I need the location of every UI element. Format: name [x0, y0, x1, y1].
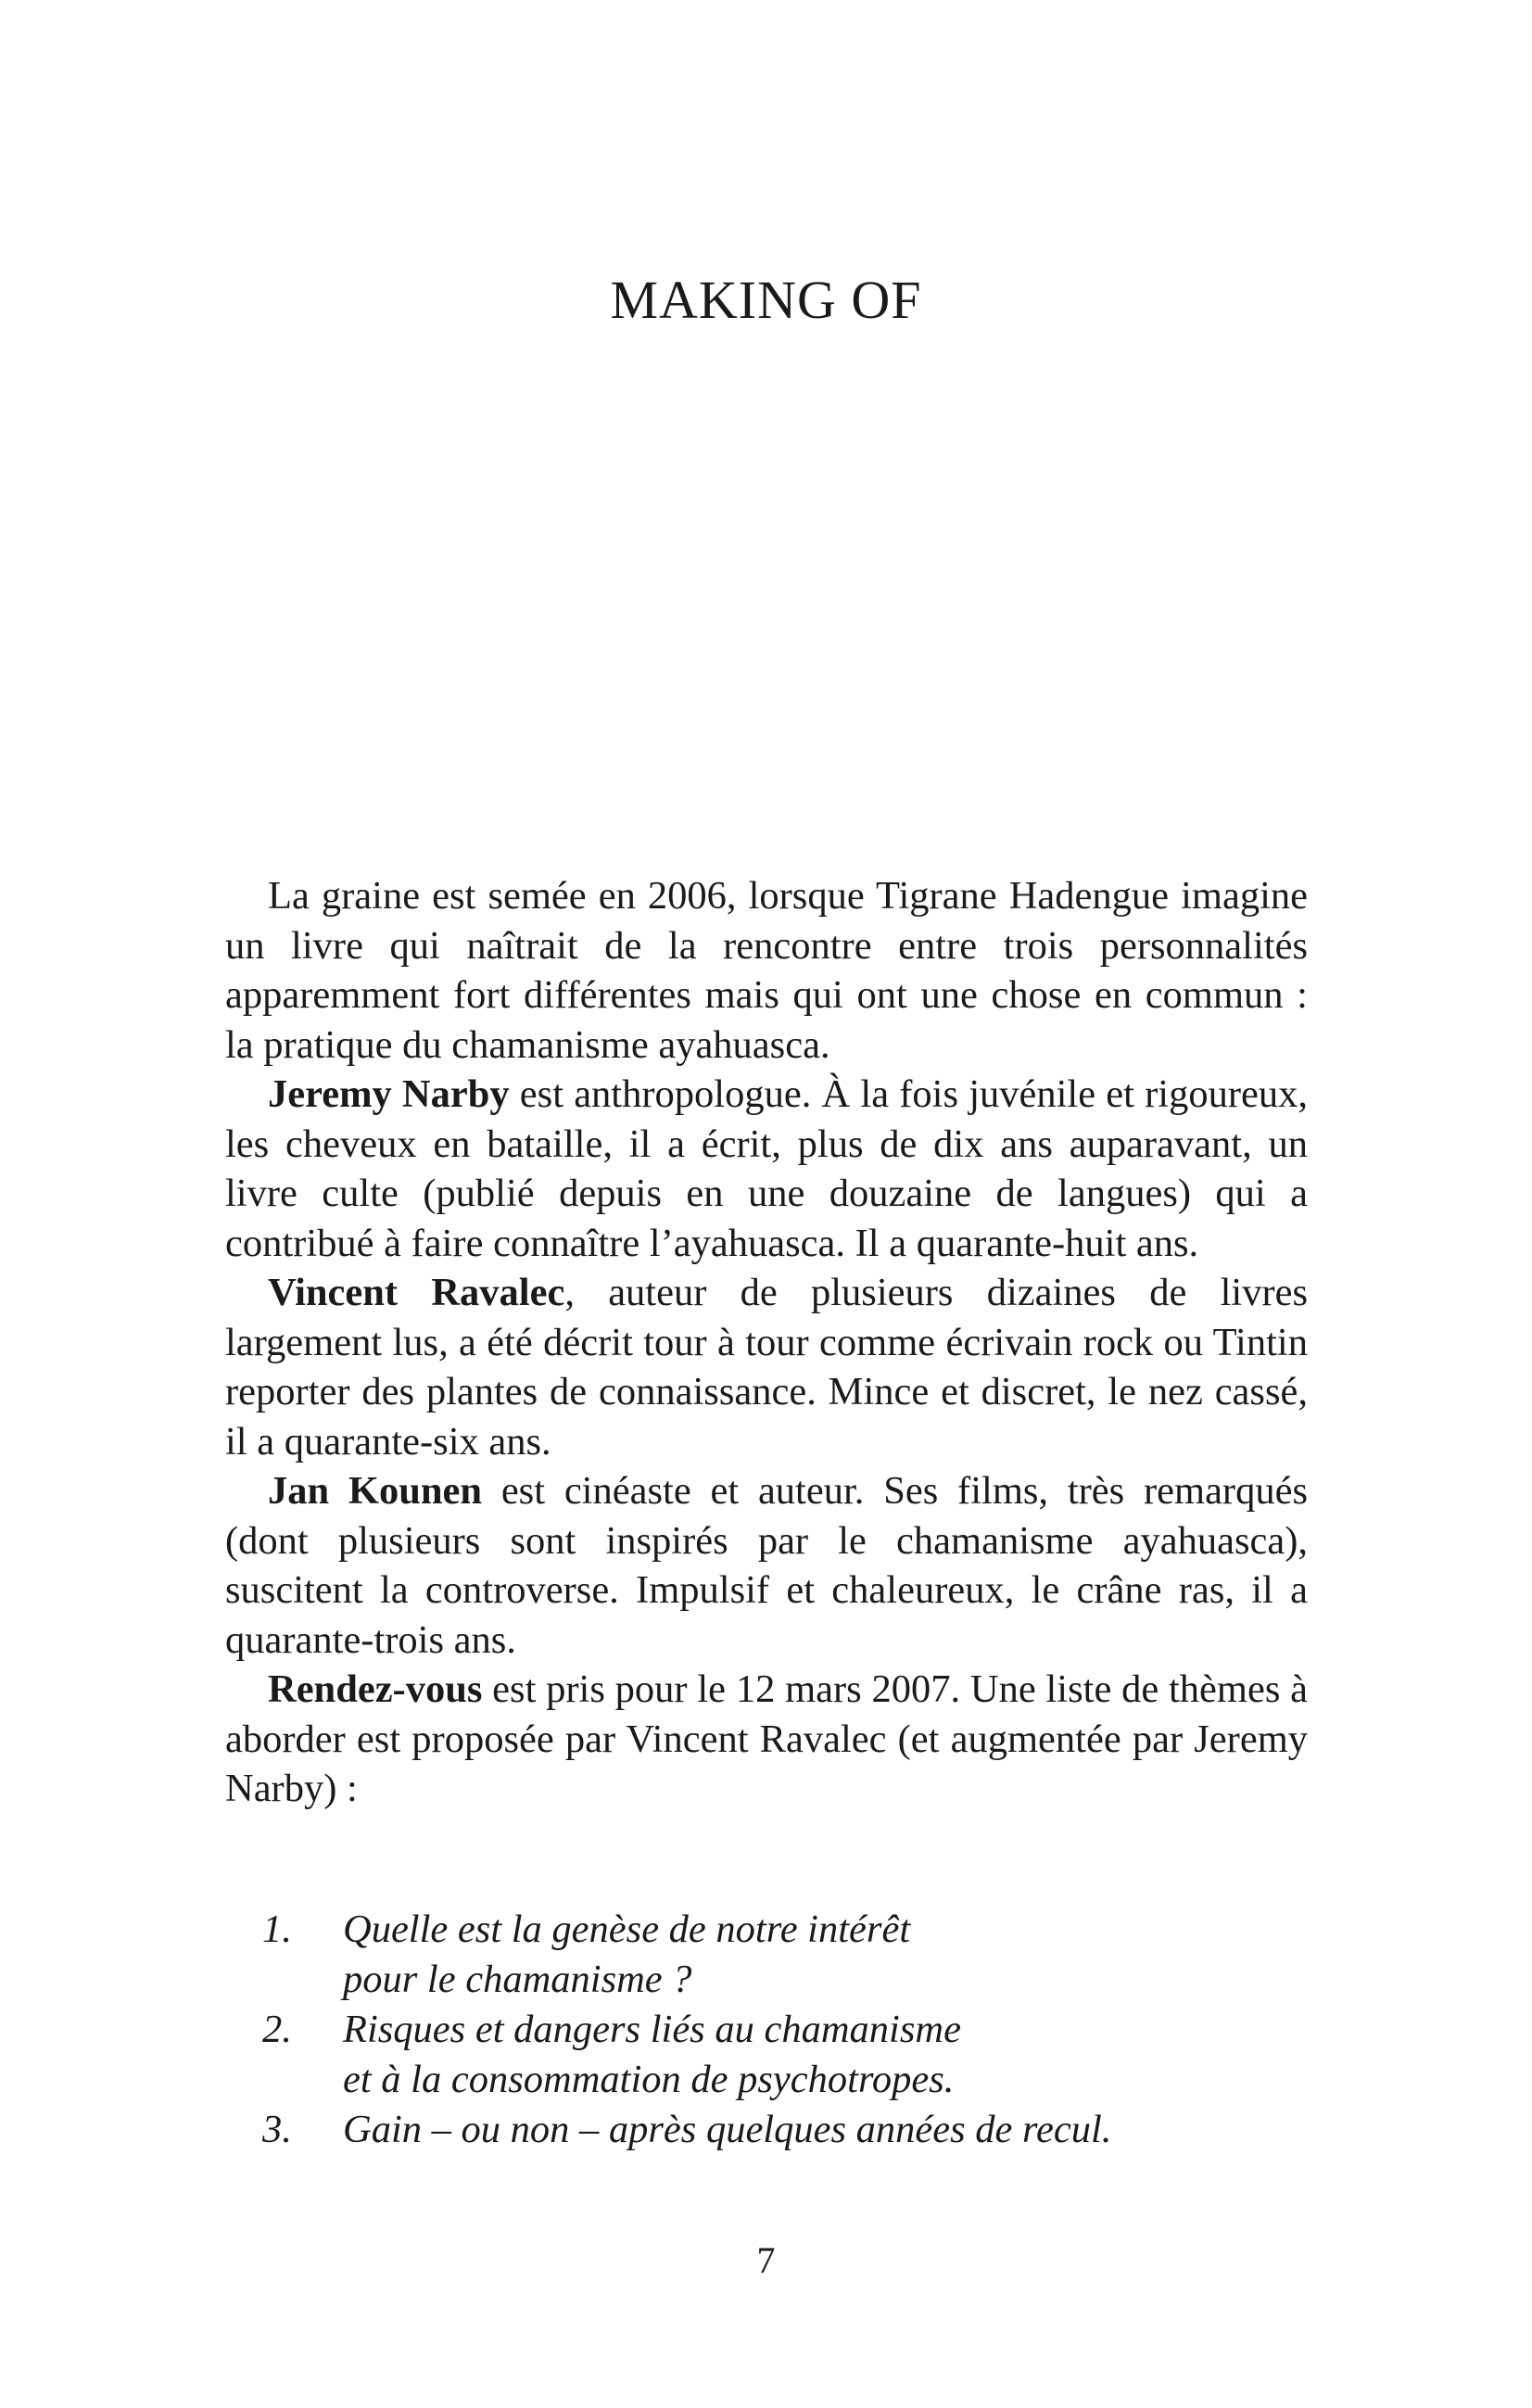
profile-paragraph-kounen [225, 1466, 1308, 1665]
theme-line: Quelle est la genèse de notre intérêt [343, 1907, 911, 1951]
profile-text: , auteur de plusieurs dizaines de livres largement lus, a été décrit tour à tour comme écrivain rock ou Tintin reporter des plantes de connaissance. Mince et discret, le nez cassé, il a quarante-six ans. [225, 1271, 1308, 1464]
theme-number: 2. [262, 2008, 292, 2051]
page-title: MAKING OF [610, 270, 922, 330]
profile-paragraph-ravalec [225, 1268, 1308, 1466]
theme-line: et à la consommation de psychotropes. [343, 2058, 955, 2101]
person-name: Jeremy Narby [268, 1072, 510, 1116]
theme-text [343, 2105, 1319, 2155]
theme-line: pour le chamanisme ? [343, 1958, 692, 2001]
body-text [225, 871, 1308, 1814]
person-name: Vincent Ravalec [268, 1271, 565, 1314]
theme-text [343, 2005, 1319, 2105]
person-name: Jan Kounen [268, 1469, 483, 1513]
theme-item [262, 2105, 1319, 2155]
profile-text: est anthropologue. À la fois juvénile et rigoureux, les cheveux en bataille, il a écrit, plus de dix ans auparavant, un livre culte (publié depuis en une douzaine de langues) qui a contribué à faire connaître l’ayahuasca. Il a quarante-huit ans. [225, 1072, 1308, 1265]
theme-item [262, 1905, 1319, 2005]
theme-number: 3. [262, 2108, 292, 2151]
profile-text: est cinéaste et auteur. Ses films, très remarqués (dont plusieurs sont inspirés par le chamanisme ayahuasca), suscitent la controverse. Impulsif et chaleureux, le crâne ras, il a quarante-trois ans. [225, 1469, 1308, 1662]
rendezvous-lead: Rendez-vous [268, 1667, 483, 1711]
theme-number: 1. [262, 1907, 292, 1951]
theme-text [343, 1905, 1319, 2005]
rendezvous-paragraph [225, 1665, 1308, 1814]
theme-line: Gain – ou non – après quelques années de recul. [343, 2108, 1112, 2151]
intro-paragraph: La graine est semée en 2006, lorsque Tigrane Hadengue imagine un livre qui naîtrait de la rencontre entre trois personnalités apparemment fort différentes mais qui ont une chose en commun : la pratique du chamanisme ayahuasca. [225, 874, 1308, 1067]
rendezvous-text: est pris pour le 12 mars 2007. Une liste de thèmes à aborder est proposée par Vincent Ravalec (et augmentée par Jeremy Narby) : [225, 1667, 1308, 1810]
theme-line: Risques et dangers liés au chamanisme [343, 2008, 961, 2051]
theme-list [262, 1905, 1319, 2155]
page-number: 7 [756, 2239, 776, 2281]
profile-paragraph-narby [225, 1070, 1308, 1268]
theme-item [262, 2005, 1319, 2105]
